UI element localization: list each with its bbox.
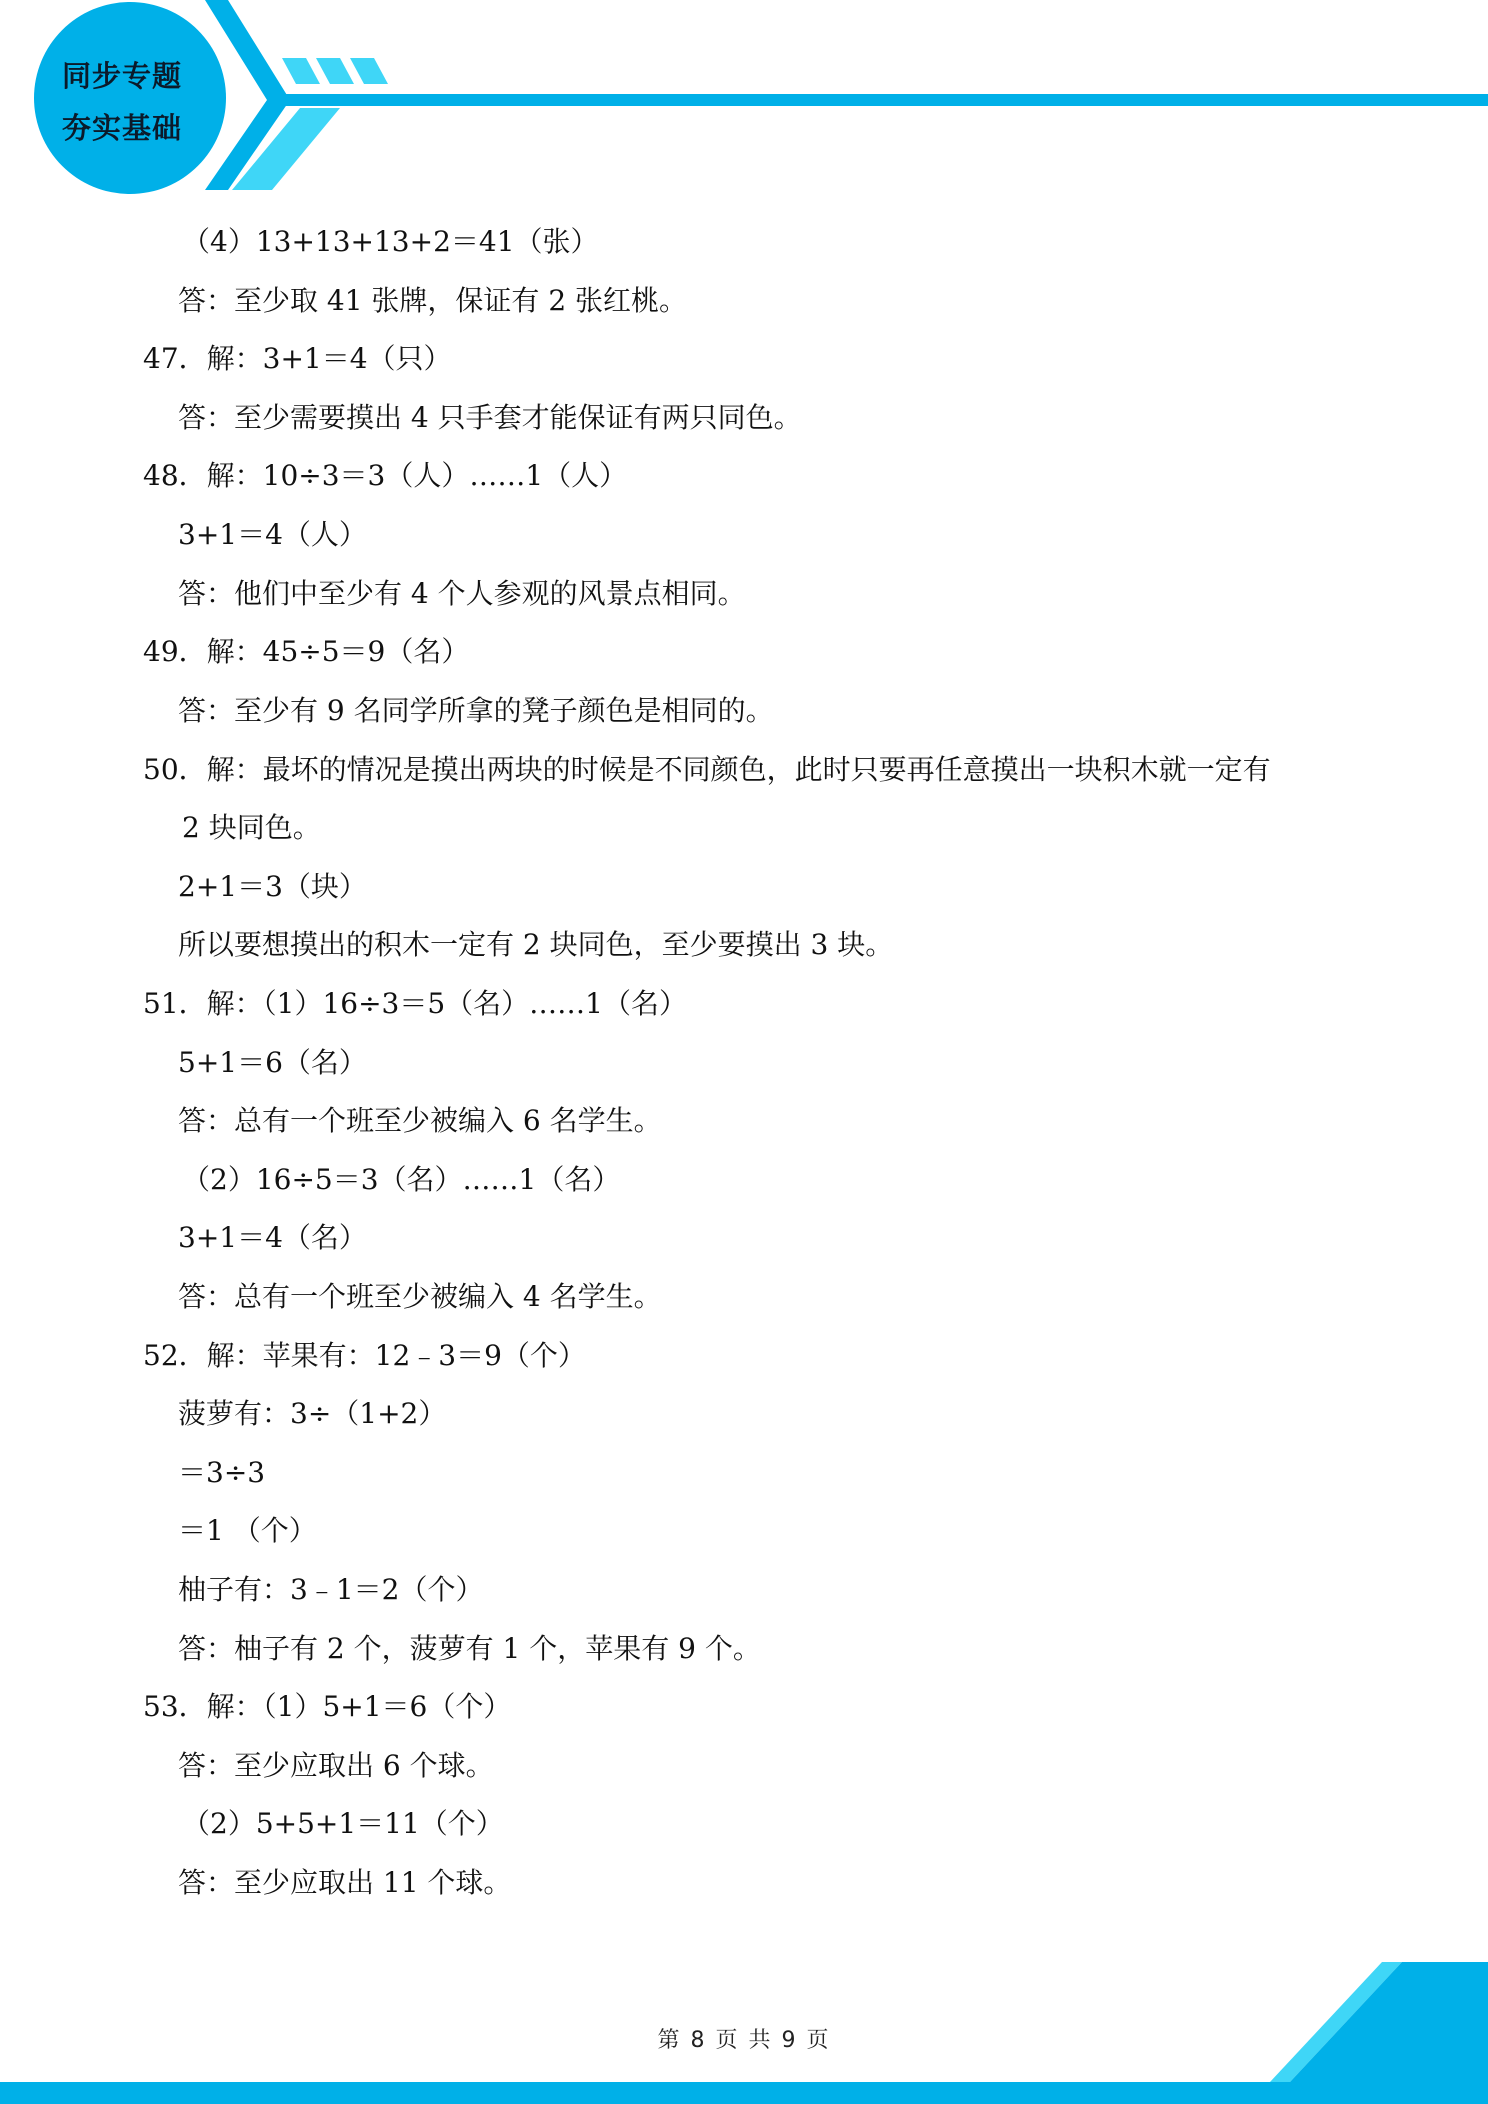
header-stripe-2 xyxy=(316,58,354,84)
text-line: 答：至少应取出 11 个球。 xyxy=(178,1866,512,1899)
text-line: 51．解：（1）16÷3＝5（名）……1（名） xyxy=(143,987,687,1020)
text-line: 3+1＝4（名） xyxy=(178,1221,367,1254)
page-number: 第 8 页 共 9 页 xyxy=(657,2028,831,2053)
text-line: 49．解：45÷5＝9（名） xyxy=(143,635,470,668)
text-line: 答：至少有 9 名同学所拿的凳子颜色是相同的。 xyxy=(178,694,774,727)
text-line: 菠萝有：3÷（1+2） xyxy=(178,1397,447,1430)
header-bar xyxy=(275,94,1488,106)
footer-corner xyxy=(1290,1962,1488,2082)
text-line: 柚子有：3﹣1＝2（个） xyxy=(178,1573,484,1606)
text-line: 答：总有一个班至少被编入 6 名学生。 xyxy=(178,1104,662,1137)
text-line: 答：至少取 41 张牌，保证有 2 张红桃。 xyxy=(178,284,688,317)
text-line: 答：他们中至少有 4 个人参观的风景点相同。 xyxy=(178,577,746,610)
header-stripe-1 xyxy=(282,58,320,84)
text-line: 50．解：最坏的情况是摸出两块的时候是不同颜色，此时只要再任意摸出一块积木就一定有 xyxy=(143,753,1271,786)
text-line: 答：至少应取出 6 个球。 xyxy=(178,1749,494,1782)
text-line: ＝1 （个） xyxy=(178,1514,317,1547)
text-line: 48．解：10÷3＝3（人）……1（人） xyxy=(143,459,628,492)
text-line: （2）16÷5＝3（名）……1（名） xyxy=(182,1163,621,1196)
text-line: 47．解：3+1＝4（只） xyxy=(143,342,452,375)
footer-banner xyxy=(0,1940,1488,2104)
text-line: 53．解：（1）5+1＝6（个） xyxy=(143,1690,512,1723)
text-line: 所以要想摸出的积木一定有 2 块同色，至少要摸出 3 块。 xyxy=(178,928,894,961)
text-line: 2 块同色。 xyxy=(182,811,321,844)
text-line: 5+1＝6（名） xyxy=(178,1046,367,1079)
text-line: 52．解：苹果有：12﹣3＝9（个） xyxy=(143,1339,586,1372)
text-line: （4）13+13+13+2＝41（张） xyxy=(182,225,599,258)
text-line: ＝3÷3 xyxy=(178,1456,266,1489)
text-line: （2）5+5+1＝11（个） xyxy=(182,1807,504,1840)
header-banner xyxy=(0,0,1488,200)
text-line: 3+1＝4（人） xyxy=(178,518,367,551)
header-badge-circle xyxy=(34,2,226,194)
text-line: 2+1＝3（块） xyxy=(178,870,367,903)
text-line: 答：至少需要摸出 4 只手套才能保证有两只同色。 xyxy=(178,401,802,434)
badge-line-1: 同步专题 xyxy=(61,59,182,93)
text-line: 答：总有一个班至少被编入 4 名学生。 xyxy=(178,1280,662,1313)
footer-bar xyxy=(0,2082,1488,2104)
text-line: 答：柚子有 2 个，菠萝有 1 个，苹果有 9 个。 xyxy=(178,1632,761,1665)
badge-line-2: 夯实基础 xyxy=(61,111,182,145)
header-stripe-3 xyxy=(350,58,388,84)
